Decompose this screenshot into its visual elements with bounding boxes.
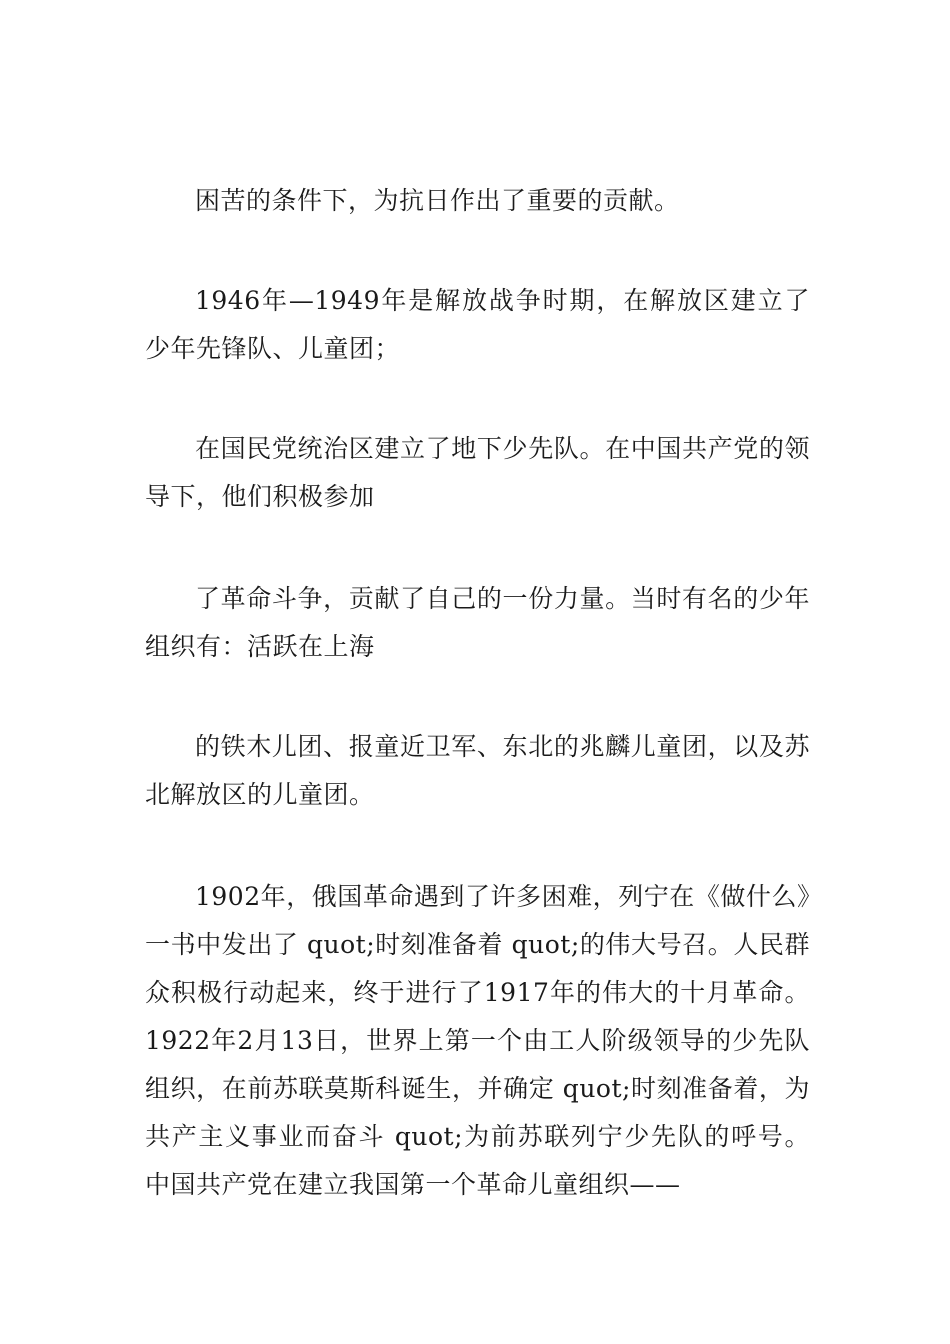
paragraph-3: 在国民党统治区建立了地下少先队。在中国共产党的领导下，他们积极参加 (145, 434, 810, 511)
paragraph-6: 1902年，俄国革命遇到了许多困难，列宁在《做什么》一书中发出了 quot;时刻准备着 quot;的伟大号召。人民群众积极行动起来，终于进行了1917年的伟大的十月革命。1922年2月13日，世界上第一个由工人阶级领导的少先队组织，在前苏联莫斯科诞生，并确定 quot;时刻准备着，为共产主义事业而奋斗 quot;为前苏联列宁少先队的呼号。 中国共产党在建立我国第一个革命儿童组织—— (145, 882, 810, 1199)
paragraph-1: 困苦的条件下，为抗日作出了重要的贡献。 (195, 186, 680, 215)
paragraph-2: 1946年—1949年是解放战争时期，在解放区建立了少年先锋队、儿童团； (145, 286, 810, 363)
paragraph-5: 的铁木儿团、报童近卫军、东北的兆麟儿童团，以及苏北解放区的儿童团。 (145, 732, 810, 809)
paragraph-4: 了革命斗争，贡献了自己的一份力量。当时有名的少年组织有：活跃在上海 (145, 584, 810, 661)
